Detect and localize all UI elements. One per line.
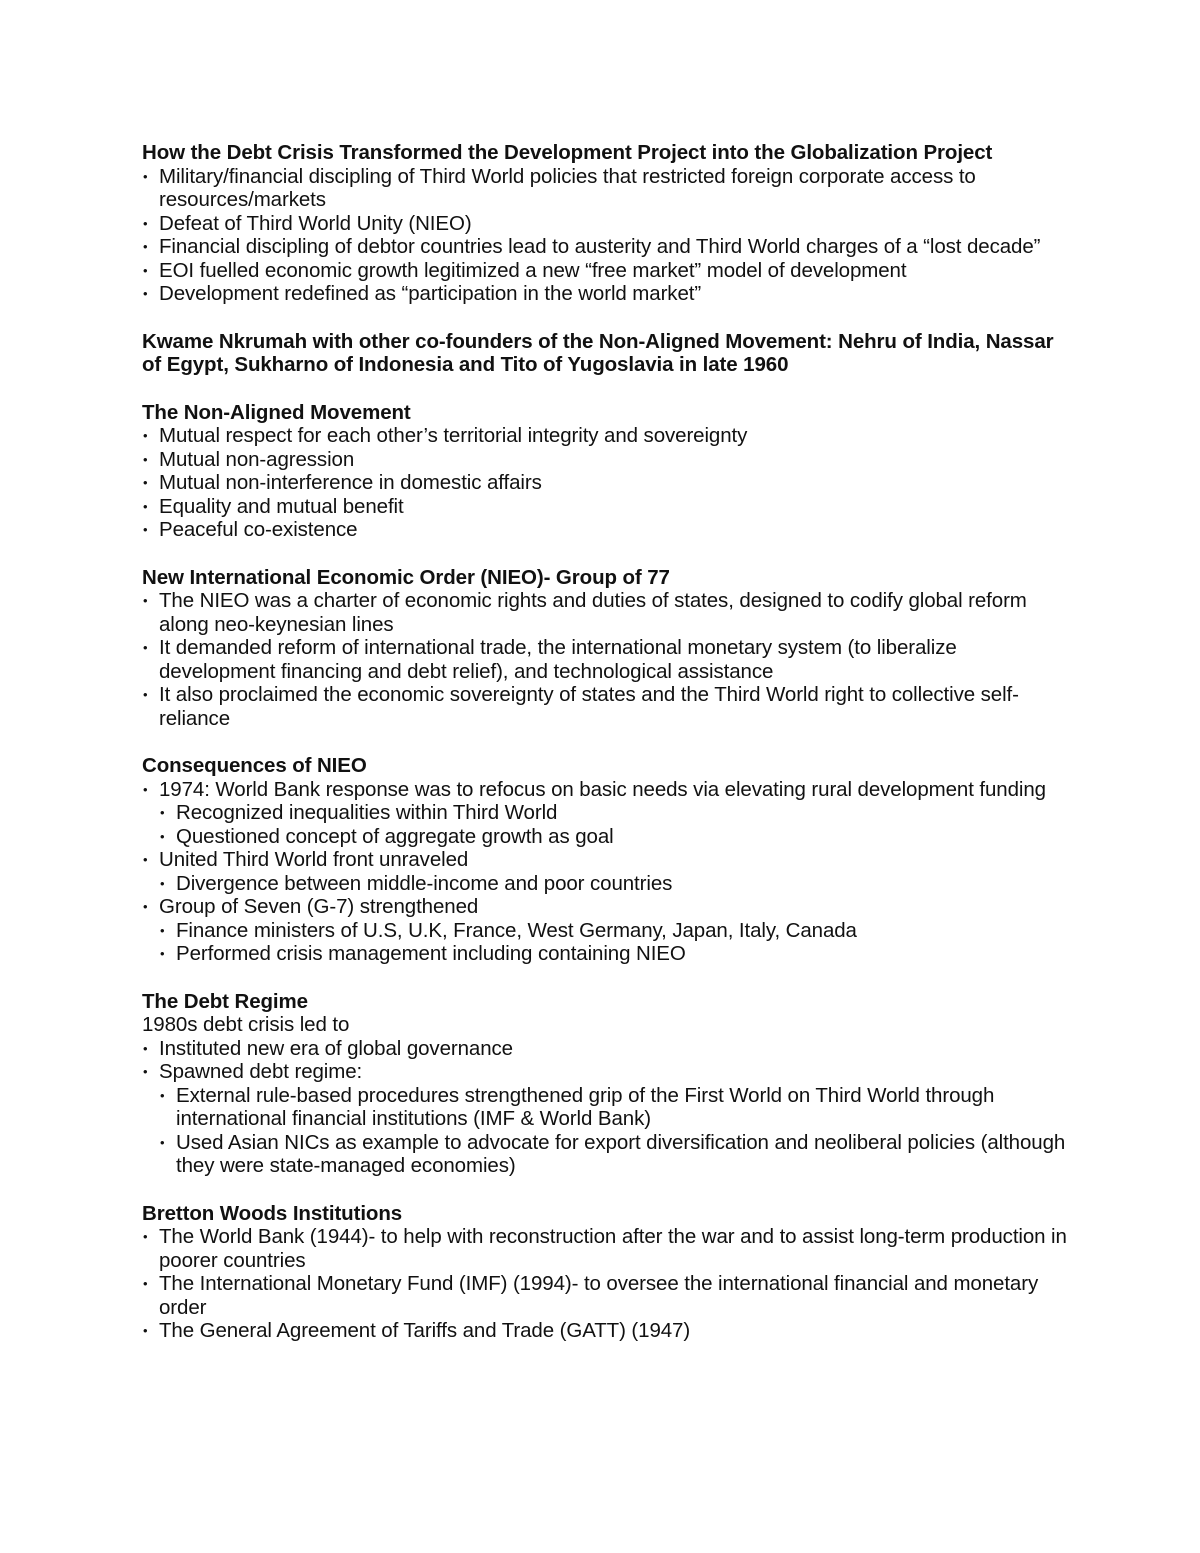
list-item-text: 1974: World Bank response was to refocus on basic needs via elevating rural development funding bbox=[159, 777, 1046, 801]
list-item: • Mutual respect for each other’s territorial integrity and sovereignty bbox=[142, 424, 1072, 448]
sub-list-item: • Used Asian NICs as example to advocate for export diversification and neoliberal policies (although they were state-managed economies) bbox=[159, 1131, 1072, 1178]
list-item-text: Group of Seven (G-7) strengthened bbox=[159, 895, 479, 918]
list-item-text: United Third World front unraveled bbox=[159, 848, 469, 871]
list-item: • Military/financial discipling of Third World policies that restricted foreign corporate access to resources/markets bbox=[142, 165, 1072, 212]
section-nieo bbox=[142, 566, 1072, 731]
bullet-list bbox=[142, 778, 1072, 966]
list-item-text: Spawned debt regime: bbox=[159, 1060, 363, 1083]
list-item bbox=[142, 895, 1072, 966]
list-item: • It also proclaimed the economic sovereignty of states and the Third World right to collective self-reliance bbox=[142, 683, 1072, 730]
section-heading: The Debt Regime bbox=[142, 989, 308, 1013]
list-item: • Mutual non-interference in domestic affairs bbox=[142, 471, 1072, 495]
sub-bullet-list bbox=[159, 801, 1072, 848]
list-item: • Equality and mutual benefit bbox=[142, 495, 1072, 519]
list-item bbox=[142, 1060, 1072, 1178]
sub-bullet-list bbox=[159, 872, 1072, 896]
section-heading: New International Economic Order (NIEO)- Group of 77 bbox=[142, 565, 670, 589]
section-heading: How the Debt Crisis Transformed the Development Project into the Globalization Project bbox=[142, 141, 993, 164]
sub-list-item: • External rule-based procedures strengthened grip of the First World on Third World through international financial institutions (IMF & World Bank) bbox=[159, 1084, 1072, 1131]
list-item: • The International Monetary Fund (IMF) (1994)- to oversee the international financial and monetary order bbox=[142, 1272, 1072, 1319]
bullet-list bbox=[142, 1225, 1072, 1343]
list-item: • The General Agreement of Tariffs and Trade (GATT) (1947) bbox=[142, 1319, 1072, 1343]
document-page bbox=[142, 141, 1072, 1367]
list-item: • It demanded reform of international trade, the international monetary system (to liberalize development financing and debt relief), and technological assistance bbox=[142, 636, 1072, 683]
section-heading: Consequences of NIEO bbox=[142, 754, 367, 777]
sub-list-item: • Recognized inequalities within Third World bbox=[159, 801, 1072, 825]
bullet-list bbox=[142, 424, 1072, 542]
section-consequences-nieo bbox=[142, 754, 1072, 966]
section-debt-crisis bbox=[142, 141, 1072, 306]
section-bretton-woods bbox=[142, 1202, 1072, 1343]
list-item: • Instituted new era of global governance bbox=[142, 1037, 1072, 1061]
section-nkrumah bbox=[142, 330, 1072, 377]
list-item: • Peaceful co-existence bbox=[142, 518, 1072, 542]
sub-list-item: • Finance ministers of U.S, U.K, France, West Germany, Japan, Italy, Canada bbox=[159, 919, 1072, 943]
list-item bbox=[142, 778, 1072, 849]
section-heading: Bretton Woods Institutions bbox=[142, 1201, 403, 1225]
list-item: • The World Bank (1944)- to help with reconstruction after the war and to assist long-term production in poorer countries bbox=[142, 1225, 1072, 1272]
sub-bullet-list bbox=[159, 1084, 1072, 1178]
section-heading: The Non-Aligned Movement bbox=[142, 400, 411, 424]
list-item bbox=[142, 848, 1072, 895]
section-non-aligned-movement bbox=[142, 401, 1072, 542]
sub-list-item: • Divergence between middle-income and poor countries bbox=[159, 872, 1072, 896]
list-item: • Financial discipling of debtor countries lead to austerity and Third World charges of a “lost decade” bbox=[142, 235, 1072, 259]
sub-list-item: • Questioned concept of aggregate growth as goal bbox=[159, 825, 1072, 849]
list-item: • Development redefined as “participation in the world market” bbox=[142, 282, 1072, 306]
list-item: • Defeat of Third World Unity (NIEO) bbox=[142, 212, 1072, 236]
sub-list-item: • Performed crisis management including containing NIEO bbox=[159, 942, 1072, 966]
bullet-list bbox=[142, 1037, 1072, 1178]
section-heading: Kwame Nkrumah with other co-founders of the Non-Aligned Movement: Nehru of India, Nassar of Egypt, Sukharno of Indonesia and Tito of Yugoslavia in late 1960 bbox=[142, 329, 1054, 376]
bullet-list bbox=[142, 589, 1072, 730]
section-debt-regime bbox=[142, 990, 1072, 1178]
bullet-list bbox=[142, 165, 1072, 306]
sub-bullet-list bbox=[159, 919, 1072, 966]
list-item: • The NIEO was a charter of economic rights and duties of states, designed to codify global reform along neo-keynesian lines bbox=[142, 589, 1072, 636]
list-item: • Mutual non-agression bbox=[142, 448, 1072, 472]
list-item: • EOI fuelled economic growth legitimized a new “free market” model of development bbox=[142, 259, 1072, 283]
section-intro: 1980s debt crisis led to bbox=[142, 1013, 350, 1036]
